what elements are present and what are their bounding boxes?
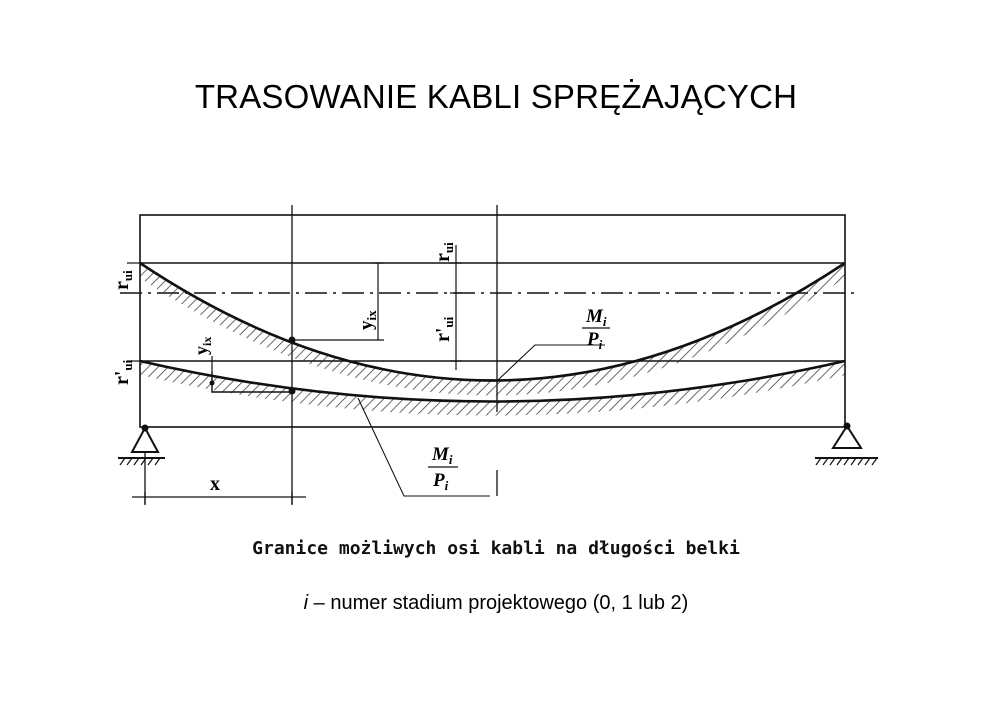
- label-x: x: [210, 473, 220, 495]
- label-r-prime-ui-left: $r'_{ui}$: [111, 359, 135, 385]
- leader-lines: [358, 345, 605, 496]
- stage-variable: i: [303, 592, 309, 614]
- right-support: [815, 424, 878, 459]
- label-r-prime-ui-mid: $r'_{ui}$: [432, 316, 456, 342]
- upper-limit-curve: [140, 263, 845, 381]
- label-y-ix-upper: $y_{ix}$: [356, 310, 379, 330]
- page-title: TRASOWANIE KABLI SPRĘŻAJĄCYCH: [194, 78, 798, 115]
- label-P-upper: $P_i$: [587, 329, 603, 352]
- left-support: [118, 426, 165, 459]
- stage-note-text: – numer stadium projektowego (0, 1 lub 2): [308, 592, 689, 614]
- label-r-ui-left: $r_{ui}$: [111, 270, 135, 290]
- point-lower: [289, 388, 296, 395]
- left-support-hatch: [120, 458, 160, 465]
- label-M-upper: $M_i$: [586, 306, 607, 329]
- stage-note: [0, 592, 992, 615]
- label-r-ui-top: $r_{ui}$: [432, 242, 456, 262]
- right-support-hatch: [816, 458, 877, 465]
- upper-limit-hatch: [140, 263, 845, 396]
- label-M-lower: $M_i$: [432, 444, 453, 467]
- point-left: [210, 381, 215, 386]
- label-P-lower: $P_i$: [433, 470, 449, 493]
- figure-caption: Granice możliwych osi kabli na długości belki: [252, 538, 740, 559]
- label-y-ix-lower: $y_{ix}$: [191, 336, 214, 355]
